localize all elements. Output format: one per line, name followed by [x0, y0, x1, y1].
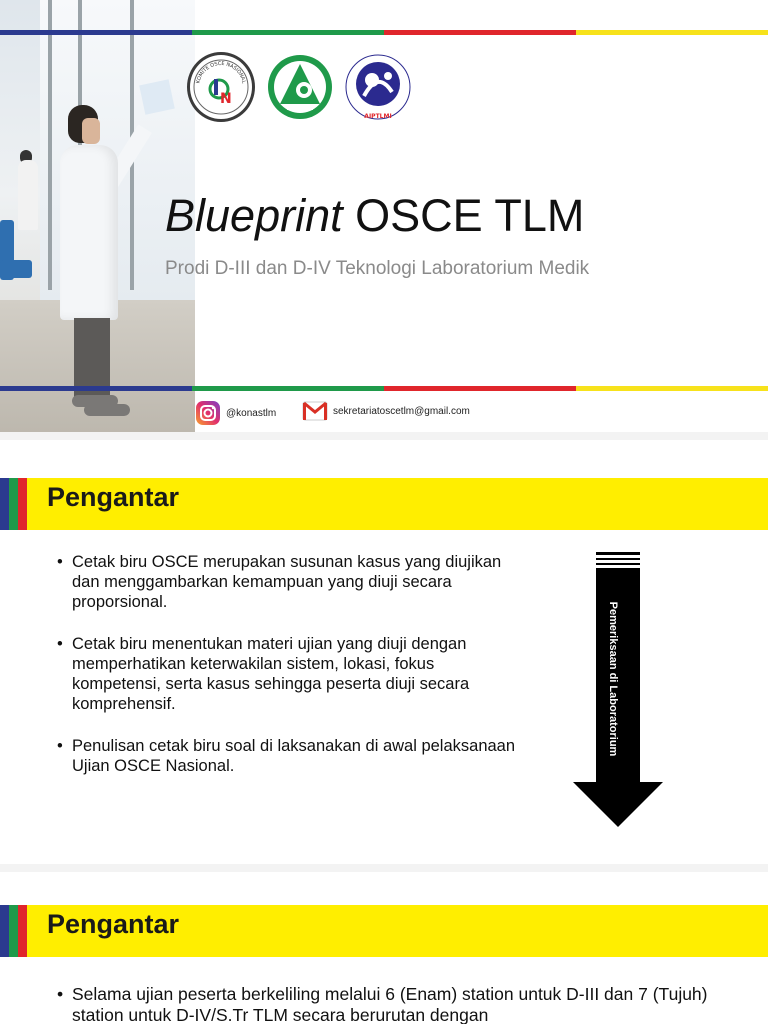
bottom-color-stripe	[0, 386, 768, 391]
section-header-bar	[0, 478, 768, 530]
bullet-list	[57, 984, 757, 1024]
patelki-logo	[266, 52, 334, 122]
section-heading: Pengantar	[47, 482, 180, 512]
slide-title: Blueprint OSCE TLM	[165, 190, 585, 241]
bullet-item: • Cetak biru OSCE merupakan susunan kasus yang diujikan dan menggambarkan kemampuan yang diuji secara proporsional.	[57, 552, 527, 612]
svg-text:KOMITE OSCE NASIONAL: KOMITE OSCE NASIONAL	[195, 60, 247, 85]
svg-text:N: N	[220, 91, 232, 107]
svg-text:AIPTLMI: AIPTLMI	[364, 113, 392, 120]
email-address: sekretariatoscetlm@gmail.com	[333, 405, 470, 417]
section-heading: Pengantar	[47, 909, 180, 939]
intro-slide-1	[0, 432, 768, 864]
bullet-item: • Penulisan cetak biru soal di laksanakan di awal pelaksanaan Ujian OSCE Nasional.	[57, 736, 527, 776]
konas-logo	[187, 52, 255, 122]
slide-subtitle: Prodi D-III dan D-IV Teknologi Laboratorium Medik	[165, 258, 590, 279]
bullet-item: • Selama ujian peserta berkeliling melalui 6 (Enam) station untuk D-III dan 7 (Tujuh) station untuk D-IV/S.Tr TLM secara berurutan dengan	[57, 984, 757, 1024]
instagram-contact[interactable]	[195, 400, 276, 426]
instagram-icon	[195, 400, 221, 426]
instagram-handle: @konastlm	[226, 407, 277, 419]
top-color-stripe	[0, 30, 768, 35]
section-header-bar	[0, 905, 768, 957]
svg-text:PATELKI: PATELKI	[286, 105, 314, 112]
email-contact[interactable]	[302, 400, 470, 422]
gmail-icon	[302, 400, 328, 422]
aiptlmi-logo	[344, 52, 412, 122]
title-slide	[0, 0, 768, 432]
intro-slide-2	[0, 864, 768, 1024]
arrow-label: Pemeriksaan di Laboratorium	[607, 601, 619, 757]
bullet-list	[57, 552, 527, 798]
bullet-item: • Cetak biru menentukan materi ujian yang diuji dengan memperhatikan keterwakilan sistem, lokasi, fokus kompetensi, serta kasus sehingga peserta diuji secara komprehensif.	[57, 634, 527, 714]
